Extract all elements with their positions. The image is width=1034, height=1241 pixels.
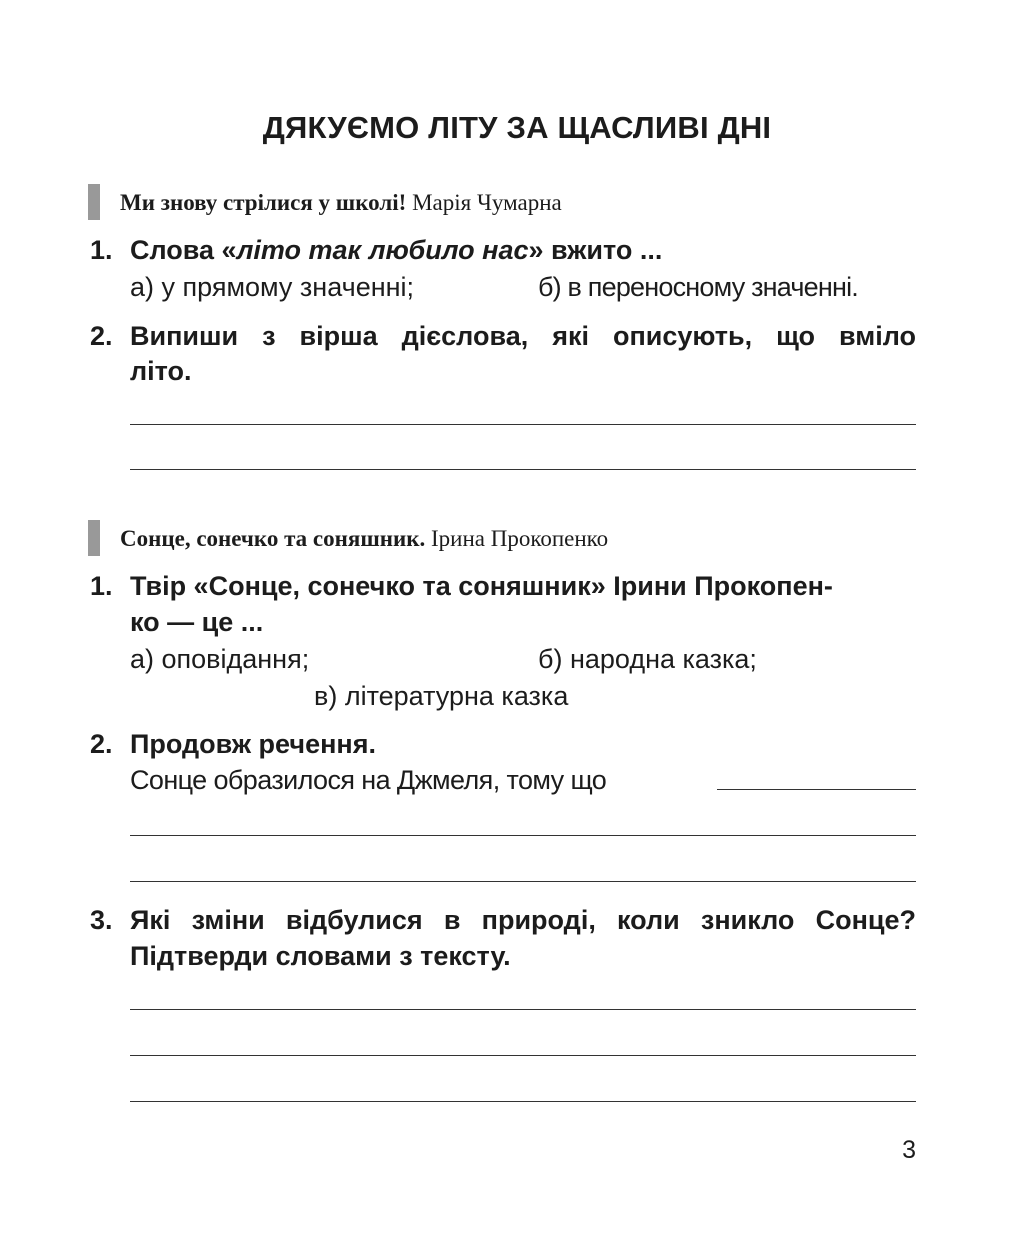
question-text-line: Підтверди словами з тексту. [130, 941, 511, 971]
section-bar [88, 520, 100, 556]
question-number: 2. [90, 729, 113, 759]
question-quote: літо так любило нас [236, 235, 529, 265]
question-instruction: Продовж речення. [130, 729, 376, 759]
section-title [120, 526, 608, 552]
question-number: 1. [90, 571, 113, 601]
answer-line[interactable] [130, 424, 916, 425]
story-author: Ірина Прокопенко [431, 526, 609, 551]
section-title [120, 190, 562, 216]
question-number: 1. [90, 235, 113, 265]
story-title: Ми знову стрілися у школі! [120, 190, 407, 215]
question-number: 3. [90, 905, 113, 935]
page-title: ДЯКУЄМО ЛІТУ ЗА ЩАСЛИВІ ДНІ [262, 110, 772, 145]
option-a: а) у прямому значенні; [130, 272, 415, 302]
option-a: а) оповідання; [130, 644, 310, 674]
answer-line[interactable] [130, 835, 916, 836]
question-text-line: літо. [130, 356, 192, 386]
option-c: в) літературна казка [314, 681, 569, 711]
sentence-start: Сонце образилося на Джмеля, тому що [130, 765, 607, 795]
story-author: Марія Чумарна [412, 190, 562, 215]
question-text [130, 232, 662, 268]
answer-line[interactable] [130, 469, 916, 470]
section-bar [88, 184, 100, 220]
story-title: Сонце, сонечко та соняшник. [120, 526, 426, 551]
option-b: б) в переносному значенні. [538, 272, 859, 302]
question-text-line: Випиши з вірша дієслова, які описують, що вміло [130, 321, 916, 351]
question-text-line: Які зміни відбулися в природі, коли зникло Сонце? [130, 905, 916, 935]
answer-line[interactable] [130, 881, 916, 882]
question-number: 2. [90, 321, 113, 351]
question-text-line: Твір «Сонце, сонечко та соняшник» Ірини Прокопен- [130, 571, 833, 601]
option-b: б) народна казка; [538, 644, 757, 674]
answer-line[interactable] [130, 1055, 916, 1056]
page-number: 3 [902, 1136, 916, 1164]
question-suffix: » вжито ... [528, 235, 663, 265]
question-text-line: ко — це ... [130, 607, 264, 637]
answer-line[interactable] [130, 1101, 916, 1102]
answer-line[interactable] [717, 789, 916, 790]
answer-line[interactable] [130, 1009, 916, 1010]
question-prefix: Слова « [130, 235, 237, 265]
